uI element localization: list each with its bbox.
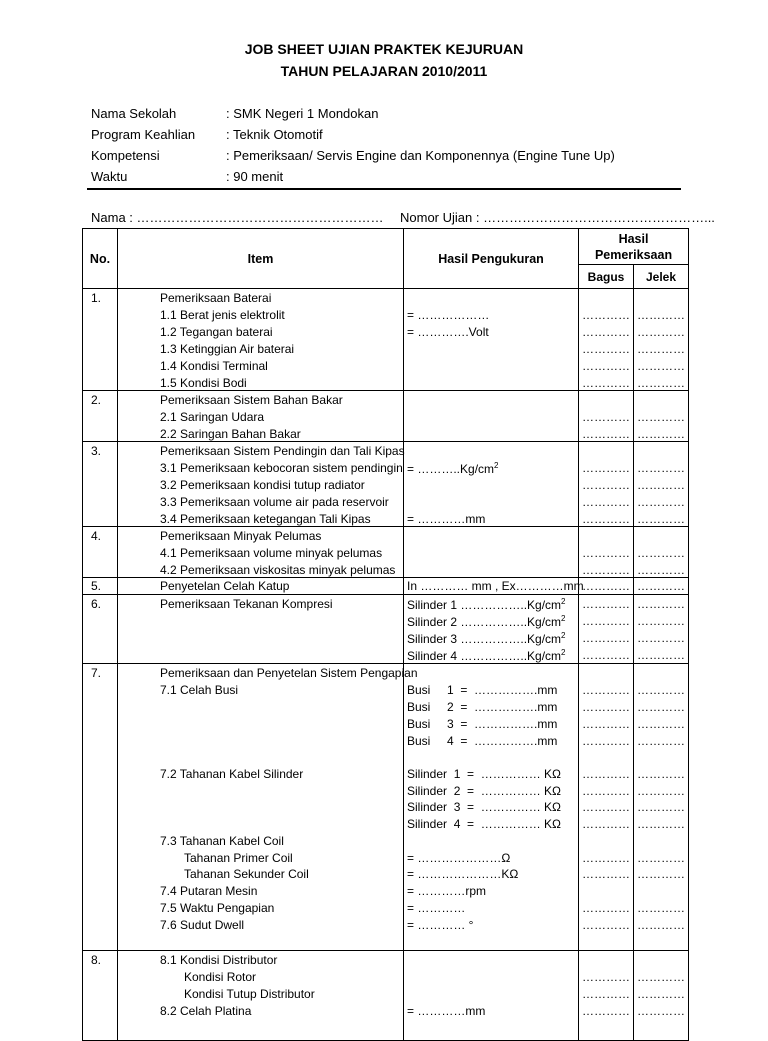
item-text: Tahanan Sekunder Coil xyxy=(184,867,309,881)
check-jelek[interactable]: ………… xyxy=(637,987,685,1001)
table-row xyxy=(83,391,689,442)
jelek-cell xyxy=(634,391,689,442)
check-bagus[interactable]: ………… xyxy=(582,308,630,322)
row-meas-cell xyxy=(404,391,579,442)
item-text: 7.2 Tahanan Kabel Silinder xyxy=(160,767,304,781)
measurement-text: Silinder 2 ……………..Kg/cm xyxy=(407,615,562,629)
measurement-field[interactable] xyxy=(407,461,498,476)
item-text: 1.1 Berat jenis elektrolit xyxy=(160,308,285,322)
row-no: 1. xyxy=(91,291,102,305)
row-no-cell xyxy=(83,391,118,442)
check-bagus[interactable]: ………… xyxy=(582,683,630,697)
header-hasil-pemeriksaan xyxy=(579,229,689,265)
measurement-text: = ………..Kg/cm xyxy=(407,462,495,476)
bagus-cell xyxy=(579,391,634,442)
header-pemeriksaan-label: Pemeriksaan xyxy=(594,247,673,262)
measurement-field[interactable]: In ………… mm , Ex…………mm xyxy=(407,579,584,593)
item-text: 3.1 Pemeriksaan kebocoran sistem pendingin xyxy=(160,461,403,475)
item-text: 1.3 Ketinggian Air baterai xyxy=(160,342,295,356)
item-text: 1.4 Kondisi Terminal xyxy=(160,359,268,373)
row-item-cell xyxy=(118,391,404,442)
header-no: No. xyxy=(83,229,118,289)
page-title: JOB SHEET UJIAN PRAKTEK KEJURUAN xyxy=(244,41,524,57)
check-bagus[interactable]: ………… xyxy=(582,512,630,526)
info-label: Nama Sekolah xyxy=(91,106,177,121)
check-bagus[interactable]: ………… xyxy=(582,970,630,984)
bagus-cell xyxy=(579,664,634,951)
check-bagus[interactable]: ………… xyxy=(582,918,630,932)
item-text: Kondisi Rotor xyxy=(184,970,257,984)
table-row xyxy=(83,951,689,1041)
row-no-cell xyxy=(83,595,118,664)
kabel-field[interactable]: Silinder 1 = …………… KΩ xyxy=(407,767,562,781)
measurement-text: Silinder 1 ……………..Kg/cm xyxy=(407,598,562,612)
check-bagus[interactable]: ………… xyxy=(582,546,630,560)
item-text: 3.2 Pemeriksaan kondisi tutup radiator xyxy=(160,478,365,492)
item-text: Pemeriksaan Minyak Pelumas xyxy=(160,529,322,543)
row-no: 5. xyxy=(91,579,102,593)
check-jelek[interactable]: ………… xyxy=(637,325,685,339)
check-jelek[interactable]: ………… xyxy=(637,579,685,593)
check-bagus[interactable]: ………… xyxy=(582,410,630,424)
row-no: 2. xyxy=(91,393,102,407)
info-value: : SMK Negeri 1 Mondokan xyxy=(226,106,379,121)
row-meas-cell xyxy=(404,527,579,578)
check-bagus[interactable]: ………… xyxy=(582,563,630,577)
item-text: 7.3 Tahanan Kabel Coil xyxy=(160,834,284,848)
check-jelek[interactable]: ………… xyxy=(637,546,685,560)
info-value: : Pemeriksaan/ Servis Engine dan Komponennya (Engine Tune Up) xyxy=(226,148,615,163)
coil-field[interactable]: = …………………Ω xyxy=(407,851,511,865)
check-jelek[interactable]: ………… xyxy=(637,901,685,915)
item-text: 1.5 Kondisi Bodi xyxy=(160,376,247,390)
check-bagus[interactable]: ………… xyxy=(582,461,630,475)
measurement-field[interactable] xyxy=(407,597,566,612)
check-bagus[interactable]: ………… xyxy=(582,427,630,441)
check-bagus[interactable]: ………… xyxy=(582,867,630,881)
item-text: Pemeriksaan Tekanan Kompresi xyxy=(160,597,333,611)
check-jelek[interactable]: ………… xyxy=(637,817,685,831)
item-text: 7.5 Waktu Pengapian xyxy=(160,901,275,915)
kabel-field[interactable]: Silinder 3 = …………… KΩ xyxy=(407,800,562,814)
check-bagus[interactable]: ………… xyxy=(582,784,630,798)
check-jelek[interactable]: ………… xyxy=(637,563,685,577)
check-jelek[interactable]: ………… xyxy=(637,308,685,322)
check-bagus[interactable]: ………… xyxy=(582,614,630,628)
busi-field[interactable]: Busi 2 = …………….mm xyxy=(407,700,558,714)
item-text: 2.1 Saringan Udara xyxy=(160,410,265,424)
item-text: 8.1 Kondisi Distributor xyxy=(160,953,278,967)
row-meas-cell xyxy=(404,595,579,664)
table-row xyxy=(83,664,689,951)
check-jelek[interactable]: ………… xyxy=(637,700,685,714)
check-bagus[interactable]: ………… xyxy=(582,851,630,865)
item-text: 3.4 Pemeriksaan ketegangan Tali Kipas xyxy=(160,512,371,526)
check-bagus[interactable]: ………… xyxy=(582,717,630,731)
check-bagus[interactable]: ………… xyxy=(582,734,630,748)
check-jelek[interactable]: ………… xyxy=(637,784,685,798)
coil-field[interactable]: = ………… xyxy=(407,901,466,915)
info-label: Waktu xyxy=(91,169,128,184)
table-row xyxy=(83,289,689,391)
nomor-ujian-field[interactable]: Nomor Ujian : ……………………………………………... xyxy=(400,210,715,225)
row-no-cell xyxy=(83,289,118,391)
measurement-text: Silinder 3 ……………..Kg/cm xyxy=(407,632,562,646)
info-label: Kompetensi xyxy=(91,148,160,163)
item-text: 7.1 Celah Busi xyxy=(160,683,239,697)
check-jelek[interactable]: ………… xyxy=(637,851,685,865)
bagus-cell xyxy=(579,442,634,527)
header-jelek: Jelek xyxy=(634,265,689,289)
item-text: 2.2 Saringan Bahan Bakar xyxy=(160,427,301,441)
row-item-cell xyxy=(118,527,404,578)
jelek-cell xyxy=(634,527,689,578)
busi-field[interactable]: Busi 3 = …………….mm xyxy=(407,717,558,731)
row-no-cell xyxy=(83,951,118,1041)
check-jelek[interactable]: ………… xyxy=(637,1004,685,1018)
item-text: Pemeriksaan dan Penyetelan Sistem Pengapian xyxy=(160,666,418,680)
row-no-cell xyxy=(83,527,118,578)
check-bagus[interactable]: ………… xyxy=(582,767,630,781)
busi-field[interactable]: Busi 4 = …………….mm xyxy=(407,734,558,748)
row-item-cell xyxy=(118,289,404,391)
bagus-cell xyxy=(579,527,634,578)
kabel-field[interactable]: Silinder 2 = …………… KΩ xyxy=(407,784,562,798)
check-jelek[interactable]: ………… xyxy=(637,918,685,932)
check-jelek[interactable]: ………… xyxy=(637,767,685,781)
header-hasil-pengukuran: Hasil Pengukuran xyxy=(404,229,579,289)
row-no: 6. xyxy=(91,597,102,611)
check-jelek[interactable]: ………… xyxy=(637,376,685,390)
row-no-cell xyxy=(83,664,118,951)
busi-field[interactable]: Busi 1 = …………….mm xyxy=(407,683,558,697)
jelek-cell xyxy=(634,442,689,527)
measurement-field[interactable]: = …………mm xyxy=(407,1004,486,1018)
jelek-cell xyxy=(634,664,689,951)
item-text: 4.1 Pemeriksaan volume minyak pelumas xyxy=(160,546,383,560)
check-jelek[interactable]: ………… xyxy=(637,614,685,628)
measurement-field[interactable] xyxy=(407,631,566,646)
info-label: Program Keahlian xyxy=(91,127,196,142)
coil-field[interactable]: = …………………KΩ xyxy=(407,867,519,881)
item-text: Penyetelan Celah Katup xyxy=(160,579,290,593)
item-text: Tahanan Primer Coil xyxy=(184,851,293,865)
item-text: 4.2 Pemeriksaan viskositas minyak pelumas xyxy=(160,563,396,577)
check-jelek[interactable]: ………… xyxy=(637,461,685,475)
check-bagus[interactable]: ………… xyxy=(582,597,630,611)
nama-field[interactable]: Nama : ………………………………………………… xyxy=(91,210,384,225)
check-jelek[interactable]: ………… xyxy=(637,478,685,492)
check-bagus[interactable]: ………… xyxy=(582,579,630,593)
measurement-field[interactable]: = ……………… xyxy=(407,308,490,322)
check-jelek[interactable]: ………… xyxy=(637,427,685,441)
table-row xyxy=(83,442,689,527)
check-bagus[interactable]: ………… xyxy=(582,648,630,662)
job-sheet-table xyxy=(82,228,689,1041)
table-row xyxy=(83,578,689,595)
check-jelek[interactable]: ………… xyxy=(637,597,685,611)
jelek-cell xyxy=(634,289,689,391)
row-no-cell xyxy=(83,578,118,595)
item-text: 1.2 Tegangan baterai xyxy=(160,325,273,339)
item-text: Kondisi Tutup Distributor xyxy=(184,987,315,1001)
row-meas-cell xyxy=(404,951,579,1041)
check-jelek[interactable]: ………… xyxy=(637,495,685,509)
superscript: 2 xyxy=(561,648,566,657)
check-jelek[interactable]: ………… xyxy=(637,342,685,356)
check-jelek[interactable]: ………… xyxy=(637,734,685,748)
header-hasil-label: Hasil xyxy=(618,231,649,246)
item-text: 7.4 Putaran Mesin xyxy=(160,884,258,898)
row-item-cell xyxy=(118,664,418,951)
check-bagus[interactable]: ………… xyxy=(582,376,630,390)
jelek-cell xyxy=(634,951,689,1041)
bagus-cell xyxy=(579,595,634,664)
check-jelek[interactable]: ………… xyxy=(637,631,685,645)
row-no: 4. xyxy=(91,529,102,543)
item-text: Pemeriksaan Sistem Pendingin dan Tali Kipas xyxy=(160,444,405,458)
item-text: 3.3 Pemeriksaan volume air pada reservoir xyxy=(160,495,389,509)
check-bagus[interactable]: ………… xyxy=(582,478,630,492)
bagus-cell xyxy=(579,951,634,1041)
divider xyxy=(87,188,681,190)
row-item-cell xyxy=(118,595,404,664)
check-bagus[interactable]: ………… xyxy=(582,631,630,645)
check-jelek[interactable]: ………… xyxy=(637,867,685,881)
check-jelek[interactable]: ………… xyxy=(637,800,685,814)
coil-field[interactable]: = …………rpm xyxy=(407,884,487,898)
row-meas-cell xyxy=(404,578,584,595)
kabel-field[interactable]: Silinder 4 = …………… KΩ xyxy=(407,817,562,831)
measurement-field[interactable] xyxy=(407,614,566,629)
info-value: : Teknik Otomotif xyxy=(226,127,323,142)
row-meas-cell xyxy=(404,664,579,951)
check-jelek[interactable]: ………… xyxy=(637,970,685,984)
item-text: Pemeriksaan Baterai xyxy=(160,291,272,305)
header-item: Item xyxy=(118,229,404,289)
check-bagus[interactable]: ………… xyxy=(582,495,630,509)
check-bagus[interactable]: ………… xyxy=(582,342,630,356)
row-item-cell xyxy=(118,442,404,527)
superscript: 2 xyxy=(561,614,566,623)
row-no: 3. xyxy=(91,444,102,458)
check-jelek[interactable]: ………… xyxy=(637,717,685,731)
row-no: 7. xyxy=(91,666,102,680)
superscript: 2 xyxy=(561,597,566,606)
check-jelek[interactable]: ………… xyxy=(637,410,685,424)
row-item-cell xyxy=(118,578,404,595)
measurement-field[interactable] xyxy=(407,648,566,663)
measurement-field[interactable]: = ………….Volt xyxy=(407,325,489,339)
check-bagus[interactable]: ………… xyxy=(582,700,630,714)
page-subtitle: TAHUN PELAJARAN 2010/2011 xyxy=(280,63,488,79)
check-bagus[interactable]: ………… xyxy=(582,1004,630,1018)
coil-field[interactable]: = ………… ° xyxy=(407,918,474,932)
superscript: 2 xyxy=(561,631,566,640)
table-row xyxy=(83,527,689,578)
check-bagus[interactable]: ………… xyxy=(582,800,630,814)
check-jelek[interactable]: ………… xyxy=(637,359,685,373)
superscript: 2 xyxy=(494,461,499,470)
row-item-cell xyxy=(118,951,404,1041)
row-meas-cell xyxy=(404,289,579,391)
check-jelek[interactable]: ………… xyxy=(637,683,685,697)
table-row xyxy=(83,595,689,664)
check-jelek[interactable]: ………… xyxy=(637,648,685,662)
check-bagus[interactable]: ………… xyxy=(582,325,630,339)
check-bagus[interactable]: ………… xyxy=(582,987,630,1001)
row-no-cell xyxy=(83,442,118,527)
info-value: : 90 menit xyxy=(226,169,284,184)
jelek-cell xyxy=(634,595,689,664)
check-jelek[interactable]: ………… xyxy=(637,512,685,526)
header-bagus: Bagus xyxy=(579,265,634,289)
bagus-cell xyxy=(579,578,634,595)
row-meas-cell xyxy=(404,442,579,527)
measurement-text: Silinder 4 ……………..Kg/cm xyxy=(407,649,562,663)
jelek-cell xyxy=(634,578,689,595)
item-text: Pemeriksaan Sistem Bahan Bakar xyxy=(160,393,343,407)
check-bagus[interactable]: ………… xyxy=(582,817,630,831)
check-bagus[interactable]: ………… xyxy=(582,359,630,373)
item-text: 7.6 Sudut Dwell xyxy=(160,918,245,932)
item-text: 8.2 Celah Platina xyxy=(160,1004,252,1018)
row-no: 8. xyxy=(91,953,102,967)
check-bagus[interactable]: ………… xyxy=(582,901,630,915)
measurement-field[interactable]: = …………mm xyxy=(407,512,486,526)
bagus-cell xyxy=(579,289,634,391)
